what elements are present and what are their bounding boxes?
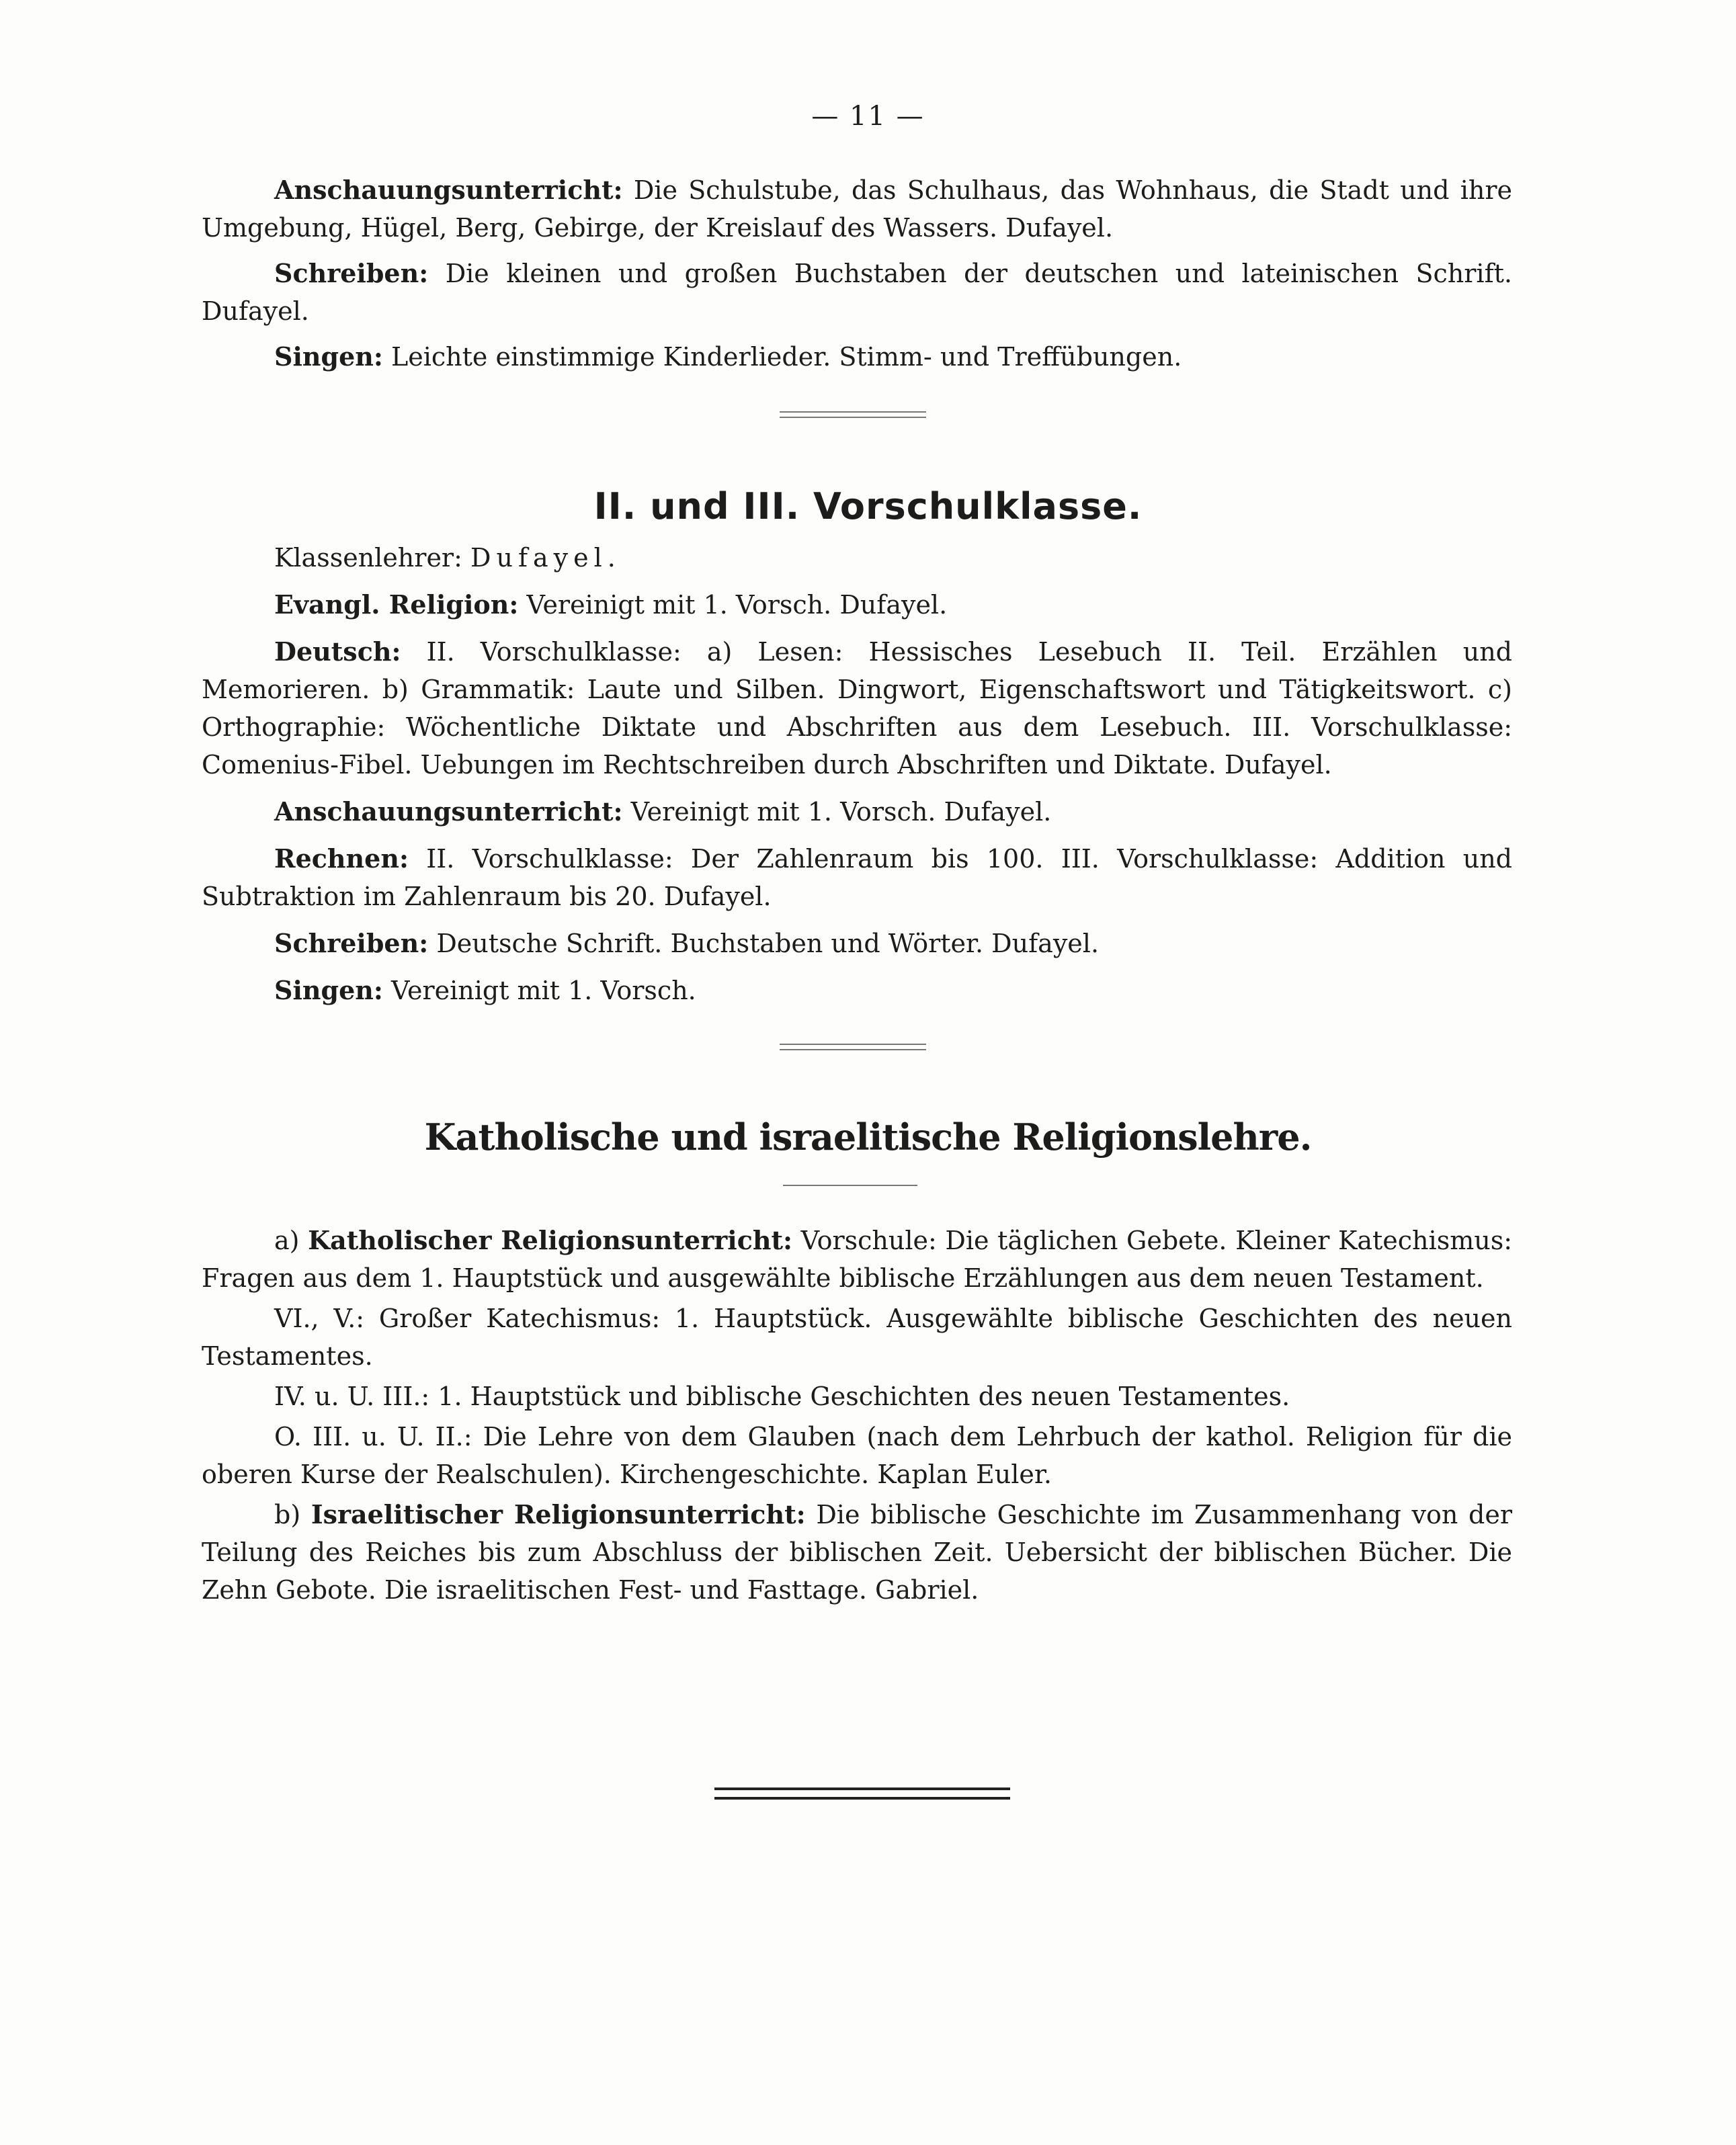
heading-underline [783,1185,917,1186]
subject-label: Israelitischer Religionsunterricht: [311,1499,806,1529]
paragraph-anschauung [202,793,1512,831]
paragraph-deutsch [202,633,1512,784]
paragraph-schreiben [202,255,1512,330]
subject-label: Singen: [274,975,383,1005]
subject-text: Vereinigt mit 1. Vorsch. Dufayel. [622,797,1052,827]
subject-text: Die kleinen und großen Buchstaben der deutschen und lateinischen Schrift. Dufayel. [202,259,1512,326]
subject-text: Die biblische Geschichte im Zusammenhang von der Teilung des Reiches bis zum Abschluss der biblischen Zeit. Uebersicht der biblischen Bücher. Die Zehn Gebote. Die israelitischen Fest- und Fasttage. Gabriel. [202,1500,1512,1605]
section-divider [780,1044,926,1050]
teacher-label: Klassenlehrer: [274,543,462,573]
paragraph-iv-uiii: IV. u. U. III.: 1. Hauptstück und biblische Geschichten des neuen Testamentes. [274,1382,1290,1411]
subject-label: Evangl. Religion: [274,589,519,620]
page-end-rule [714,1787,1010,1800]
class-teacher-line [202,539,1512,577]
paragraph-oiii-uii: O. III. u. U. II.: Die Lehre von dem Glauben (nach dem Lehrbuch der kathol. Religion für die oberen Kurse der Realschulen). Kirchengeschichte. Kaplan Euler. [202,1422,1512,1489]
section-divider [780,411,926,418]
subject-text: Vereinigt mit 1. Vorsch. [382,976,696,1005]
subject-label: Singen: [274,341,383,372]
paragraph-singen [202,338,1512,376]
list-prefix: b) [274,1500,311,1529]
subject-label: Schreiben: [274,928,429,958]
subject-label: Anschauungsunterricht: [274,175,623,205]
subject-label: Anschauungsunterricht: [274,796,623,827]
paragraph-singen [202,972,1512,1009]
paragraph-israelitisch [202,1496,1512,1609]
subject-text: Die Schulstube, das Schulhaus, das Wohnhaus, die Stadt und ihre Umgebung, Hügel, Berg, Gebirge, der Kreislauf des Wassers. Dufayel. [202,175,1512,243]
list-prefix: a) [274,1226,308,1255]
page-number: — 11 — [811,101,925,132]
subject-text: Vereinigt mit 1. Vorsch. Dufayel. [518,590,948,620]
paragraph-religion [202,586,1512,624]
heading-religionslehre: Katholische und israelitische Religionslehre. [424,1116,1312,1159]
paragraph-rechnen [202,840,1512,915]
subject-text: Leichte einstimmige Kinderlieder. Stimm- und Treffübungen. [382,342,1182,372]
teacher-name: Dufayel. [470,543,621,573]
subject-label: Schreiben: [274,258,429,288]
heading-vorschulklasse: II. und III. Vorschulklasse. [593,485,1143,528]
subject-text: II. Vorschulklasse: a) Lesen: Hessisches Lesebuch II. Teil. Erzählen und Memorieren. b) Grammatik: Laute und Silben. Dingwort, Eigenschaftswort und Tätigkeitswort. c) Orthographie: Wöchentliche Diktate und Abschriften aus dem Lesebuch. III. Vorschulklasse: Comenius-Fibel. Uebungen im Rechtschreiben durch Abschriften und Diktate. Dufayel. [202,637,1512,780]
subject-text: II. Vorschulklasse: Der Zahlenraum bis 100. III. Vorschulklasse: Addition und Subtraktion im Zahlenraum bis 20. Dufayel. [202,844,1512,911]
subject-label: Katholischer Religionsunterricht: [308,1225,793,1255]
subject-text: Vorschule: Die täglichen Gebete. Kleiner Katechismus: Fragen aus dem 1. Hauptstück und ausgewählte biblische Erzählungen aus dem neuen Testament. [202,1226,1512,1293]
section-lower-class [202,171,1512,376]
section-vorschulklasse [202,539,1512,1009]
subject-label: Deutsch: [274,636,401,667]
paragraph-katholisch [202,1222,1512,1297]
paragraph-schreiben [202,925,1512,962]
subject-label: Rechnen: [274,843,409,874]
paragraph-anschauung [202,171,1512,247]
subject-text: Deutsche Schrift. Buchstaben und Wörter. Dufayel. [428,929,1100,958]
paragraph-vi-v: VI., V.: Großer Katechismus: 1. Hauptstück. Ausgewählte biblische Geschichten des neuen Testamentes. [202,1304,1512,1371]
section-religionslehre [202,1222,1512,1609]
